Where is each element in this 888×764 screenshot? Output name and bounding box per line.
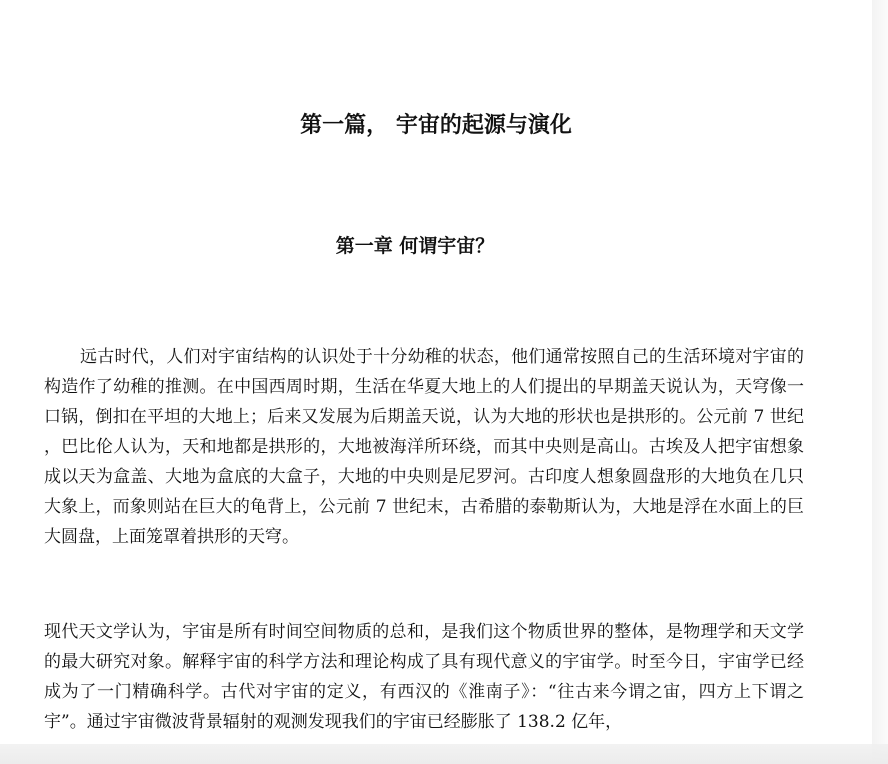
part-title: 第一篇， 宇宙的起源与演化 — [300, 112, 572, 138]
chapter-title: 第一章 何谓宇宙？ — [335, 235, 495, 257]
paragraph: 现代天文学认为，宇宙是所有时间空间物质的总和，是我们这个物质世界的整体，是物理学和天文学的最大研究对象。解释宇宙的科学方法和理论构成了具有现代意义的宇宙学。时至今日，宇宙学已经成为了一门精确科学。古代对宇宙的定义，有西汉的《淮南子》：“往古来今谓之宙，四方上下谓之宇”。通过宇宙微波背景辐射的观测发现我们的宇宙已经膨胀了 138.2 亿年， — [44, 622, 804, 732]
page-edge — [872, 0, 888, 764]
paragraph: 远古时代，人们对宇宙结构的认识处于十分幼稚的状态，他们通常按照自己的生活环境对宇宙的构造作了幼稚的推测。在中国西周时期，生活在华夏大地上的人们提出的早期盖天说认为，天穹像一口锅，倒扣在平坦的大地上；后来又发展为后期盖天说，认为大地的形状也是拱形的。公元前 7 世纪 ，巴比伦人认为，天和地都是拱形的，大地被海洋所环绕，而其中央则是高山。古埃及人把宇宙想象成以天为盒盖、大地为盒底的大盒子，大地的中央则是尼罗河。古印度人想象圆盘形的大地负在几只大象上，而象则站在巨大的龟背上，公元前 7 世纪末，古希腊的泰勒斯认为，大地是浮在水面上的巨大圆盘，上面笼罩着拱形的天穹。 — [44, 347, 804, 547]
bottom-scroll-bar — [0, 744, 888, 764]
